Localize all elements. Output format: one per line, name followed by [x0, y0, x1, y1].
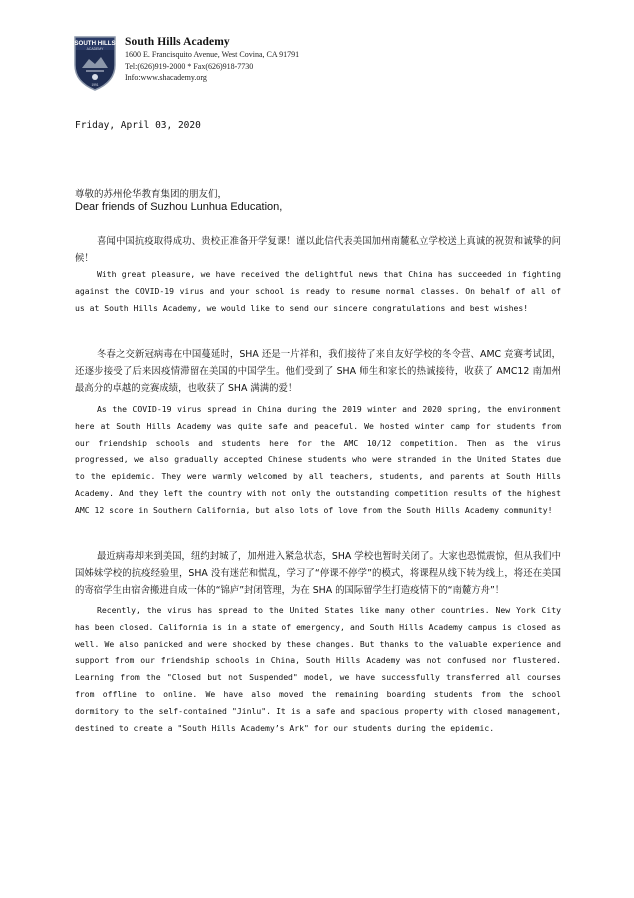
greeting-english: Dear friends of Suzhou Lunhua Education, [75, 201, 283, 213]
school-phone-fax: Tel:(626)919-2000 * Fax(626)918-7730 [125, 61, 254, 71]
school-address: 1600 E. Francisquito Avenue, West Covina, CA 91791 [125, 50, 300, 59]
logo-year: 1991 [91, 83, 99, 87]
logo-subtext: ACADEMY [86, 47, 104, 51]
letterhead [73, 35, 373, 95]
paragraph-2-english: As the COVID-19 virus spread in China during the 2019 winter and 2020 spring, the environment here at South Hills Academy was quite safe and peaceful. We hosted winter camp for students from our friendship schools and students here for the AMC 10/12 competition. Then as the virus progressed, we also gradually accepted Chinese students who were stranded in the United States due to the epidemic. They were warmly welcomed by all teachers, students, and parents at South Hills Academy. And they left the country with not only the outstanding competition results of the highest AMC 12 score in Southern California, but also lots of love from the South Hills Academy community! [75, 404, 561, 515]
school-crest-logo [73, 35, 117, 91]
school-website-info: Info:www.shacademy.org [125, 73, 207, 82]
paragraph-1-english: With great pleasure, we have received the delightful news that China has succeeded in fighting against the COVID-19 virus and your school is ready to resume normal classes. On behalf of all of us at South Hills Academy, we would like to send our sincere congratulations and best wishes! [75, 269, 561, 313]
school-name: South Hills Academy [125, 36, 230, 48]
letter-date: Friday, April 03, 2020 [75, 120, 201, 131]
letterhead-text [125, 35, 299, 84]
paragraph-1-chinese: 喜闻中国抗疫取得成功、贵校正准备开学复课！谨以此信代表美国加州南麓私立学校送上真诚的祝贺和诚挚的问候！ [75, 236, 561, 264]
shield-crest-icon [73, 35, 117, 91]
paragraph-3-chinese: 最近病毒却来到美国，纽约封城了，加州进入紧急状态，SHA 学校也暂时关闭了。大家也恐慌震惊，但从我们中国姊妹学校的抗疫经验里，SHA 没有迷茫和慌乱，学习了“停课不停学”的模式，将课程从线下转为线上，将还在美国的寄宿学生由宿舍搬进自成一体的“锦庐”封闭管理，为在 SHA 的国际留学生打造疫情下的“南麓方舟”！ [75, 551, 561, 596]
logo-text: SOUTH HILLS [74, 40, 116, 47]
greeting-chinese: 尊敬的苏州伦华教育集团的朋友们， [75, 189, 228, 200]
paragraph-3-english: Recently, the virus has spread to the United States like many other countries. New York City has been closed. California is in a state of emergency, and South Hills Academy campus is closed as well. We also panicked and were shocked by these changes. But thanks to the valuable experience and support from our friendship schools in China, South Hills Academy was not confused nor flustered. Learning from the "Closed but not Suspended" model, we have successfully transferred all courses from offline to online. We have also moved the remaining boarding students from the school dormitory to the self-contained "Jinlu". It is a safe and spacious property with closed management, destined to create a "South Hills Academy’s Ark" for our students during the epidemic. [75, 605, 561, 733]
paragraph-2-chinese: 冬春之交新冠病毒在中国蔓延时，SHA 还是一片祥和，我们接待了来自友好学校的冬令营、AMC 竞赛考试团，还逐步接受了后来因疫情滞留在美国的中国学生。他们受到了 SHA 师生和家长的热诚接待，收获了 AMC12 南加州最高分的卓越的竞赛成绩，也收获了 SHA 满满的爱！ [75, 349, 561, 394]
